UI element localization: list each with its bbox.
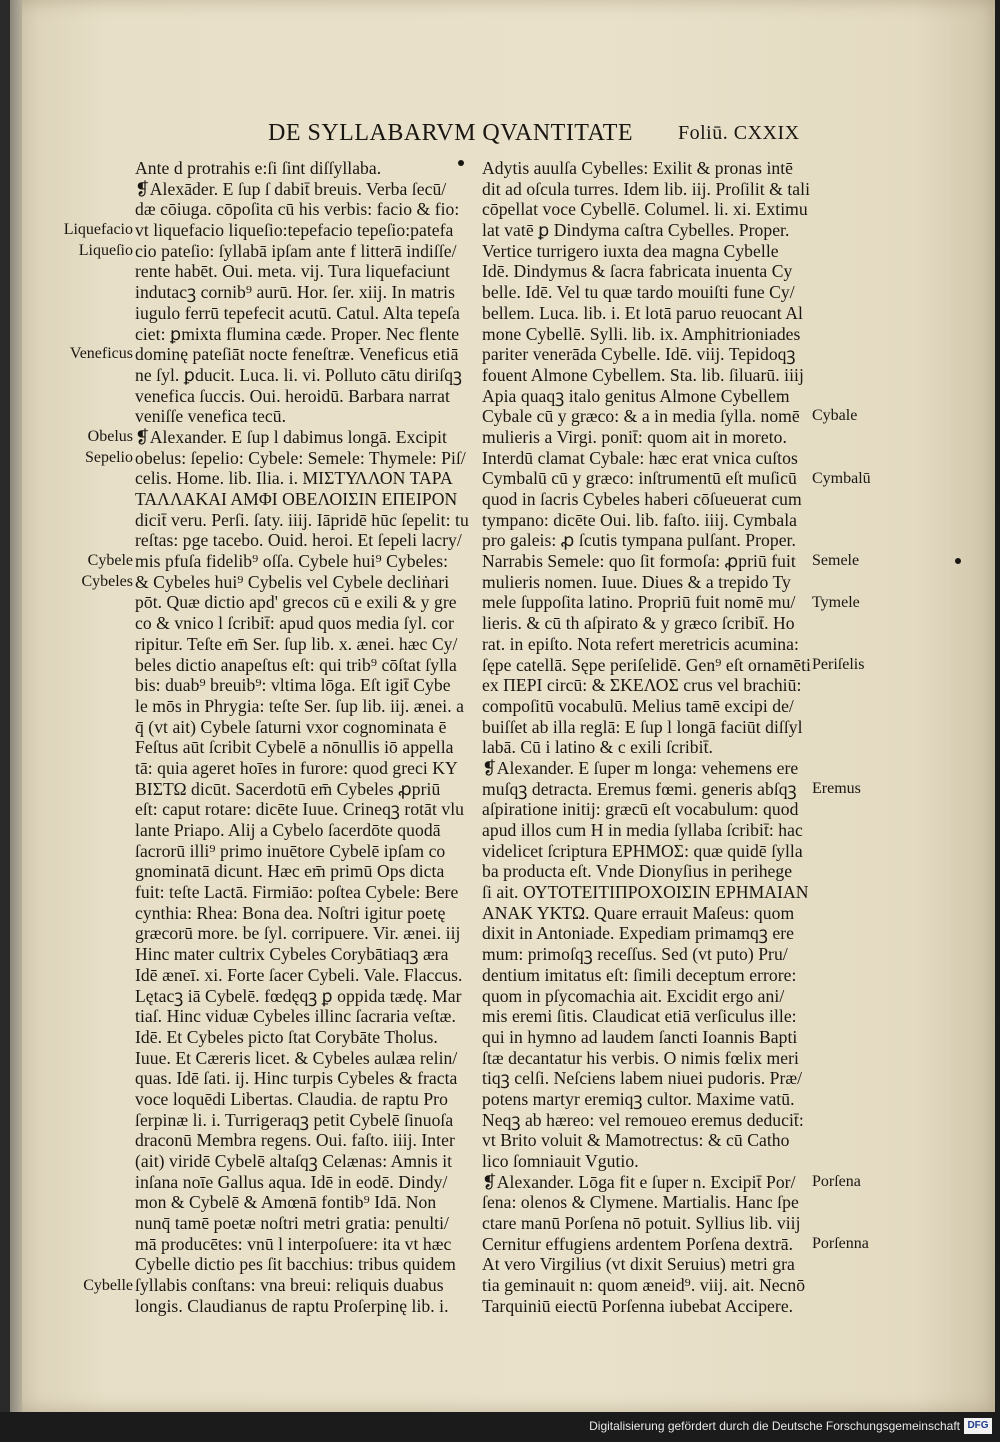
text-line: quod in ſacris Cybeles haberi cōſueuerat cum [482,489,802,509]
margin-note: Porſena [812,1173,861,1191]
margin-note: Obelus [87,428,133,446]
text-line: draconū Membra regens. Oui. faſto. iiij. Inter [135,1130,455,1151]
text-line: ſępe catellā. Sępe periſelidē. Gen⁹ eſt ornamēti [482,654,811,675]
text-line: mā producētes: vnū l interpoſuere: ita vt hæc [135,1233,452,1254]
margin-note: Liquefacio [63,221,133,239]
text-line: aſpiratione initij: græcū eſt vocabulum: quod [482,799,799,820]
text-line: dæ cōiuga. cōpoſita cū his verbis: facio & fio: [135,199,460,220]
text-line: ΑΝΑΚ ΥΚΤΩ. Quare errauit Maſeus: quom [482,902,795,923]
text-line: ba producta eſt. Vnde Dionyſius in perihege [482,861,793,882]
text-line: obelus: ſepelio: Cybele: Semele: Thymele: Piſ/ [135,447,466,468]
text-line: ſtæ decantatur his verbis. O nimis fœlix meri [482,1047,799,1068]
text-line: Cymbalū cū y græco: inſtrumentū eſt muſicū [482,468,797,489]
footer-bar [0,1412,1000,1442]
text-line: reſtas: pge tacebo. Ouid. heroi. Et ſepeli lacry/ [135,530,462,551]
text-line: belle. Idē. Vel tu quæ tardo mouiſti fune Cy/ [482,282,795,303]
text-line: Tarquiniū eiectū Porſenna iubebat Accipere. [482,1295,794,1316]
text-line: Narrabis Semele: quo ſit formoſa: ꝓpriū fuit [482,551,796,572]
margin-note: Cybelle [83,1276,133,1294]
text-line: At vero Virgilius (vt dixit Seruius) metri gra [482,1254,795,1275]
text-line: ne ſyl. ꝑducit. Luca. li. vi. Polluto cātu diriſqꝫ [135,364,463,385]
text-line: mon & Cybelē & Amœnā fontib⁹ Idā. Non [135,1192,437,1213]
text-line: fouent Almone Cybellem. Sta. lib. ſiluarū. iiij [482,364,804,385]
text-line: ſena: olenos & Clymene. Martialis. Hanc ſpe [482,1192,799,1213]
margin-note: Cybeles [81,573,133,590]
text-line: compoſitū vocabulū. Melius tamē excipi de/ [482,695,794,716]
margin-note: Cymbalū [812,469,871,487]
margin-note: Porſenna [812,1235,869,1253]
text-line: eſt: caput rotare: dicēte Iuue. Crineqꝫ rotāt vlu [135,799,464,820]
text-line: indutacꝫ cornib⁹ aurū. Hor. ſer. xiij. In matris [135,282,455,303]
text-line: Idē æneī. xi. Forte ſacer Cybeli. Vale. Flaccus. [135,964,463,985]
text-line: mis eremi ſitis. Claudicat etiā verſiculus ille: [482,1006,797,1027]
text-line: græcorū more. be ſyl. corripuere. Vir. ænei. iij [135,923,461,944]
text-line: ΒΙΣΤΩ dicūt. Sacerdotū em̄ Cybeles ꝓpriū [135,778,441,799]
text-line: tympano: dicēte Oui. lib. faſto. iiij. Cymbala [482,509,798,530]
text-line: dentium imitatus eſt: ſimili deceptum errore: [482,964,797,985]
text-line: rat. in epiſto. Nota refert meretricis acumina: [482,633,799,654]
text-line: ſacrorū illi⁹ primo inuētore Cybelē ipſam co [135,840,446,861]
text-line: iugulo ferrū tepefecit acutū. Catul. Alta tepeſa [135,302,460,323]
text-line: beles dictio anapeſtus eſt: qui trib⁹ cōſtat ſylla [135,654,457,675]
text-line: lico ſomniauit Vgutio. [482,1151,639,1171]
text-line: ex ΠΕΡΙ circū: & ΣΚΕΛΟΣ crus vel brachiū: [482,675,802,696]
text-line: dit ad oſcula turres. Idem lib. iij. Proſilit & tali [482,178,811,199]
text-line: videlicet ſcriptura ΕΡΗΜΟΣ: quæ quidē ſylla [482,840,803,861]
text-line: vt Brito voluit & Mamotrectus: & cū Catho [482,1130,790,1151]
text-line: pōt. Quæ dictio apd' grecos cū e exili & y gre [135,592,457,613]
text-line: ❡Alexāder. E ſup ſ dabit̄ breuis. Verba ſecū/ [135,178,447,199]
ink-dot [955,558,961,564]
text-line: mele ſuppoſita latino. Propriū fuit nomē mu/ [482,592,796,613]
text-line: mone Cybellē. Sylli. lib. ix. Amphitrioniades [482,323,801,344]
text-line: pro galeis: ꝓ ſcutis tympana pulſant. Proper. [482,530,796,551]
footer-credit: Digitalisierung gefördert durch die Deutsche Forschungsgemeinschaft [589,1419,960,1433]
text-line: celis. Home. lib. Ilia. i. ΜΙΣΤΥΛΛΟΝ ΤΑΡΑ [135,468,453,489]
text-line: lante Priapo. Alij a Cybelo ſacerdōte quodā [135,820,441,840]
text-line: qui in hymno ad laudem ſancti Ioannis Bapti [482,1026,798,1047]
text-line: buiſſet ab illa reglā: E ſup l longā faciūt diſſyl [482,716,803,737]
running-head-title: DE SYLLABARVM QVANTITATE [268,120,634,146]
text-line: Iuue. Et Cæreris licet. & Cybeles aulæa relin/ [135,1047,458,1068]
text-line: cōpellat voce Cybellē. Columel. li. xi. Extimu [482,199,808,220]
text-line: Feſtus aūt ſcribit Cybelē a nōnullis iō appella [135,737,454,758]
text-line: fuit: teſte Lactā. Firmiāo: poſtea Cybele: Bere [135,882,459,903]
text-line: nunq̄ tamē poetæ noſtri metri gratia: penulti/ [135,1213,449,1234]
text-line: pariter venerāda Cybelle. Idē. viij. Tepidoqꝫ [482,344,796,365]
text-line: lat vatē ꝑ Dindyma caſtra Cybelles. Proper. [482,220,790,241]
margin-note: Tymele [812,593,860,611]
text-line: ❡Alexander. Lōga fit e ſuper n. Excipit̄ Por/ [482,1171,796,1192]
text-line: co & vnico l ſcribit̄: apud quos media ſyl. cor [135,613,454,634]
text-line: longis. Claudianus de raptu Proſerpinę lib. i. [135,1295,449,1316]
text-line: le mōs in Phrygia: teſte Ser. ſup lib. iij. ænei. a [135,695,464,716]
text-line: lieris. & cū th aſpirato & y græco ſcribit̄. Ho [482,613,795,634]
text-line: tia geminauit n: quom æneid⁹. viij. ait. Necnō [482,1275,806,1296]
margin-note: Veneficus [69,345,133,363]
text-line: tiqꝫ celſi. Neſciens labem niuei pudoris. Præ/ [482,1068,803,1089]
text-line: cynthia: Rhea: Bona dea. Noſtri igitur poetę [135,902,446,923]
text-line: Cybale cū y græco: & a in media ſylla. nomē [482,406,800,427]
margin-note: Cybele [87,552,133,570]
text-line: (ait) viridē Cybelē altaſqꝫ Celænas: Amnis it [135,1151,453,1171]
margin-note: Sepelio [85,448,133,466]
text-line: dixit in Antoniade. Expediam primamqꝫ ere [482,923,795,944]
text-line: vt liquefacio liqueſio:tepefacio tepeſio:patefa [135,220,454,241]
text-line: ſerpinæ li. i. Turrigeraqꝫ petit Cybelē ſinuoſa [135,1109,454,1130]
text-line: potens martyr eremiqꝫ cultor. Maxime vatū. [482,1088,795,1109]
margin-note: Eremus [812,780,861,797]
margin-note: Liqueſio [78,241,133,259]
text-line: mulieris a Virgi. ponit̄: quom ait in moreto. [482,426,787,447]
text-line: bellem. Luca. lib. i. Et lotā paruo reuocant Al [482,302,803,323]
text-line: gnominatā dicunt. Hæc em̄ primū Ops dicta [135,861,445,882]
text-line: Ante d protrahis e:ſi ſint diſſyllaba. [135,158,382,178]
text-line: Apia quaqꝫ italo genitus Almone Cybellem [482,385,790,406]
text-line: q̄ (vt ait) Cybele ſaturni vxor cognominata ē [135,716,447,737]
text-line: inſana noīe Gallus aqua. Idē in eodē. Dindy/ [135,1171,448,1192]
text-line: dominę pateſiāt nocte feneſtræ. Veneficus etiā [135,344,459,365]
text-line: bis: duab⁹ breuib⁹: vltima lōga. Eſt igit̄ Cybe [135,675,451,696]
text-line: Idē. Dindymus & ſacra fabricata inuenta Cy [482,261,793,282]
text-line: rente habēt. Oui. meta. vij. Tura liquefaciunt [135,261,451,282]
text-line: Adytis auulſa Cybelles: Exilit & pronas intē [482,158,794,178]
text-line: ctare manū Porſena nō potuit. Syllius lib. viij [482,1213,801,1234]
text-line: tā: quia ageret hoīes in furore: quod greci ΚΥ [135,757,458,778]
folio-number: Foliū. CXXIX [678,122,800,144]
text-line: ſi ait. ΟΥΤΟΤΕΙΤΙΠΡΟΧΟΙΣΙΝ ΕΡΗΜΑΙΑΝ [482,882,809,903]
text-line: ❡Alexander. E ſuper m longa: vehemens ere [482,757,799,778]
text-line: tiaſ. Hinc viduæ Cybeles illinc ſacraria veſtæ. [135,1006,456,1027]
text-line: Cybelle dictio pes ſit bacchius: tribus quidem [135,1254,456,1275]
running-head [268,120,828,154]
text-line: ſyllabis conſtans: vna breui: reliquis duabus [135,1275,444,1296]
text-line: ❡Alexander. E ſup l dabimus longā. Excipit [135,426,447,447]
text-line: ripitur. Teſte em̄ Ser. ſup lib. x. ænei. hæc Cy/ [135,633,458,654]
text-line: quas. Idē ſati. ij. Hinc turpis Cybeles & fracta [135,1068,458,1089]
dfg-logo: DFG [964,1418,992,1434]
text-line: ΤΑΛΛΑΚΑΙ ΑΜΦΙ ΟΒΕΛΟΙΣΙΝ ΕΠΕΙΡΟΝ [135,489,458,509]
text-line: Hinc mater cultrix Cybeles Corybātiaqꝫ æra [135,944,449,965]
text-line: mulieris nomen. Iuue. Diues & a trepido Ty [482,571,791,592]
text-line: veniſſe venefica tecū. [135,406,287,427]
text-line: & Cybeles hui⁹ Cybelis vel Cybele decliṅari [135,571,450,592]
text-column-right [482,158,812,1317]
text-line: Idē. Et Cybeles picto ſtat Corybāte Tholus. [135,1026,438,1047]
text-line: apud illos cum Η in media ſyllaba ſcribit̄: hac [482,820,803,840]
text-line: Lętacꝫ iā Cybelē. fœdęqꝫ ꝑ oppida tædę. Mar [135,985,462,1006]
text-line: ciet: ꝑmixta flumina cæde. Proper. Nec flente [135,323,460,344]
page-gutter [10,0,22,1412]
text-line: Cernitur effugiens ardentem Porſena dextrā. [482,1233,794,1254]
text-line: labā. Cū i latino & c exili ſcribit̄. [482,737,713,758]
text-line: dicit̄ veru. Perſi. ſaty. iiij. Iāpridē hūc ſepelit: tu [135,509,469,530]
text-column-left [135,158,469,1317]
margin-note: Semele [812,552,860,570]
text-line: mis pfuſa fidelib⁹ oſſa. Cybele hui⁹ Cybeles: [135,551,449,572]
margin-note: Cybale [812,407,858,425]
text-line: voce loquēdi Libertas. Claudia. de raptu Pro [135,1088,448,1109]
text-line: Interdū clamat Cybale: hæc erat vnica cuſtos [482,447,798,468]
text-line: venefica ſuccis. Oui. heroidū. Barbara narrat [135,385,450,406]
text-line: Neqꝫ ab hæreo: vel remoueo eremus deducit̄: [482,1109,804,1130]
text-line: cio pateſio: ſyllabā ipſam ante f litterā indiſſe/ [135,240,457,261]
text-line: quom in pſycomachia ait. Excidit ergo ani/ [482,985,785,1006]
text-line: mum: primoſqꝫ receſſus. Sed (vt puto) Pru/ [482,944,788,965]
margin-note: Periſelis [812,655,865,673]
text-line: muſqꝫ detracta. Eremus fœmi. generis abſqꝫ [482,778,797,799]
text-line: Vertice turrigero iuxta dea magna Cybelle [482,240,779,261]
